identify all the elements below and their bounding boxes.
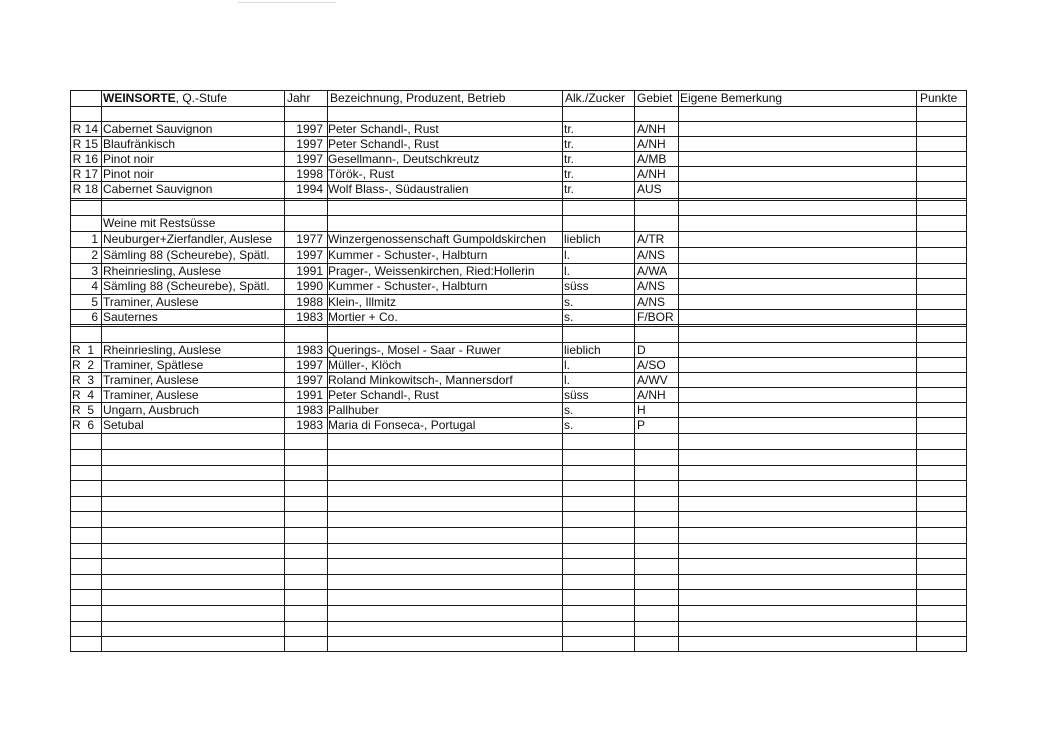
- row-wine: Rheinriesling, Auslese: [103, 264, 222, 278]
- row-producer: Prager-, Weissenkirchen, Ried:Hollerin: [328, 264, 535, 278]
- row-number: R 3: [72, 373, 95, 387]
- row-wine: Pinot noir: [103, 152, 154, 166]
- row-year: 1983: [296, 310, 323, 324]
- row-alc-sugar: s.: [564, 310, 574, 324]
- row-alc-sugar: tr.: [564, 137, 575, 151]
- row-number: 2: [91, 248, 98, 262]
- row-producer: Wolf Blass-, Südaustralien: [328, 182, 469, 196]
- row-year: 1983: [296, 403, 323, 417]
- row-producer: Querings-, Mosel - Saar - Ruwer: [328, 343, 501, 357]
- row-wine: Sauternes: [103, 310, 158, 324]
- row-wine: Rheinriesling, Auslese: [103, 343, 222, 357]
- row-year: 1998: [296, 167, 323, 181]
- header-alc-sugar: Alk./Zucker: [565, 91, 626, 105]
- row-producer: Müller-, Klöch: [328, 358, 402, 372]
- row-producer: Török-, Rust: [328, 167, 395, 181]
- row-wine: Setubal: [103, 418, 144, 432]
- row-region: A/WA: [637, 264, 668, 278]
- row-region: A/TR: [637, 232, 665, 246]
- row-number: R 15: [72, 137, 98, 151]
- row-region: A/NS: [637, 295, 666, 309]
- section-title-residual-sugar: Weine mit Restsüsse: [103, 216, 216, 230]
- row-year: 1997: [296, 373, 323, 387]
- row-region: A/NH: [637, 167, 666, 181]
- row-year: 1997: [296, 248, 323, 262]
- row-number: R 17: [72, 167, 98, 181]
- header-description: Bezeichnung, Produzent, Betrieb: [330, 91, 506, 105]
- row-wine: Traminer, Auslese: [103, 388, 199, 402]
- row-year: 1983: [296, 418, 323, 432]
- header-wine-type-bold: WEINSORTE: [103, 91, 176, 105]
- header-region: Gebiet: [637, 91, 673, 105]
- row-region: A/SO: [637, 358, 666, 372]
- row-number: 5: [91, 295, 98, 309]
- row-producer: Maria di Fonseca-, Portugal: [328, 418, 476, 432]
- row-alc-sugar: s.: [564, 295, 574, 309]
- row-wine: Traminer, Auslese: [103, 373, 199, 387]
- row-year: 1997: [296, 358, 323, 372]
- row-region: A/NH: [637, 137, 666, 151]
- row-year: 1997: [296, 122, 323, 136]
- row-number: R 16: [72, 152, 98, 166]
- row-wine: Sämling 88 (Scheurebe), Spätl.: [103, 279, 270, 293]
- row-alc-sugar: s.: [564, 418, 574, 432]
- row-year: 1983: [296, 343, 323, 357]
- row-wine: Cabernet Sauvignon: [103, 122, 213, 136]
- row-alc-sugar: tr.: [564, 167, 575, 181]
- header-wine-type-rest: , Q.-Stufe: [175, 91, 228, 105]
- row-number: R 1: [72, 343, 95, 357]
- row-alc-sugar: tr.: [564, 122, 575, 136]
- row-producer: Peter Schandl-, Rust: [328, 388, 439, 402]
- row-wine: Traminer, Spätlese: [103, 358, 204, 372]
- row-alc-sugar: l.: [564, 373, 570, 387]
- row-region: D: [637, 343, 646, 357]
- row-alc-sugar: süss: [564, 388, 589, 402]
- row-region: A/NS: [637, 248, 666, 262]
- row-year: 1997: [296, 137, 323, 151]
- row-wine: Traminer, Auslese: [103, 295, 199, 309]
- header-year: Jahr: [287, 91, 311, 105]
- header-points: Punkte: [920, 91, 958, 105]
- row-number: 1: [91, 232, 98, 246]
- row-year: 1977: [296, 232, 323, 246]
- row-alc-sugar: süss: [564, 279, 589, 293]
- row-number: R 5: [72, 403, 95, 417]
- row-number: R 14: [72, 122, 98, 136]
- row-year: 1988: [296, 295, 323, 309]
- row-producer: Gesellmann-, Deutschkreutz: [328, 152, 480, 166]
- row-producer: Mortier + Co.: [328, 310, 398, 324]
- row-region: A/WV: [637, 373, 668, 387]
- row-wine: Pinot noir: [103, 167, 154, 181]
- row-alc-sugar: s.: [564, 403, 574, 417]
- row-year: 1991: [296, 388, 323, 402]
- row-alc-sugar: l.: [564, 264, 570, 278]
- row-region: P: [637, 418, 646, 432]
- row-number: 4: [91, 279, 98, 293]
- row-year: 1990: [296, 279, 323, 293]
- row-region: F/BOR: [637, 310, 674, 324]
- row-year: 1991: [296, 264, 323, 278]
- row-alc-sugar: l.: [564, 248, 570, 262]
- row-region: A/NS: [637, 279, 666, 293]
- row-year: 1994: [296, 182, 323, 196]
- row-wine: Ungarn, Ausbruch: [103, 403, 200, 417]
- row-number: 3: [91, 264, 98, 278]
- row-number: R 18: [72, 182, 98, 196]
- row-producer: Winzergenossenschaft Gumpoldskirchen: [328, 232, 547, 246]
- row-producer: Kummer - Schuster-, Halbturn: [328, 248, 488, 262]
- row-alc-sugar: l.: [564, 358, 570, 372]
- row-alc-sugar: tr.: [564, 152, 575, 166]
- row-alc-sugar: lieblich: [564, 343, 601, 357]
- row-region: A/NH: [637, 388, 666, 402]
- row-wine: Blaufränkisch: [103, 137, 176, 151]
- row-region: AUS: [637, 182, 662, 196]
- row-alc-sugar: lieblich: [564, 232, 601, 246]
- row-producer: Peter Schandl-, Rust: [328, 122, 439, 136]
- row-producer: Pallhuber: [328, 403, 379, 417]
- row-producer: Peter Schandl-, Rust: [328, 137, 439, 151]
- row-alc-sugar: tr.: [564, 182, 575, 196]
- row-year: 1997: [296, 152, 323, 166]
- row-wine: Sämling 88 (Scheurebe), Spätl.: [103, 248, 270, 262]
- row-region: A/MB: [637, 152, 667, 166]
- row-producer: Roland Minkowitsch-, Mannersdorf: [328, 373, 513, 387]
- row-wine: Neuburger+Zierfandler, Auslese: [103, 232, 273, 246]
- row-number: 6: [91, 310, 98, 324]
- row-number: R 2: [72, 358, 95, 372]
- row-number: R 4: [72, 388, 95, 402]
- row-producer: Kummer - Schuster-, Halbturn: [328, 279, 488, 293]
- header-remark: Eigene Bemerkung: [680, 91, 783, 105]
- row-region: A/NH: [637, 122, 666, 136]
- row-number: R 6: [72, 418, 95, 432]
- row-wine: Cabernet Sauvignon: [103, 182, 213, 196]
- row-producer: Klein-, Illmitz: [328, 295, 397, 309]
- row-region: H: [637, 403, 646, 417]
- header-wine-type: [103, 91, 283, 106]
